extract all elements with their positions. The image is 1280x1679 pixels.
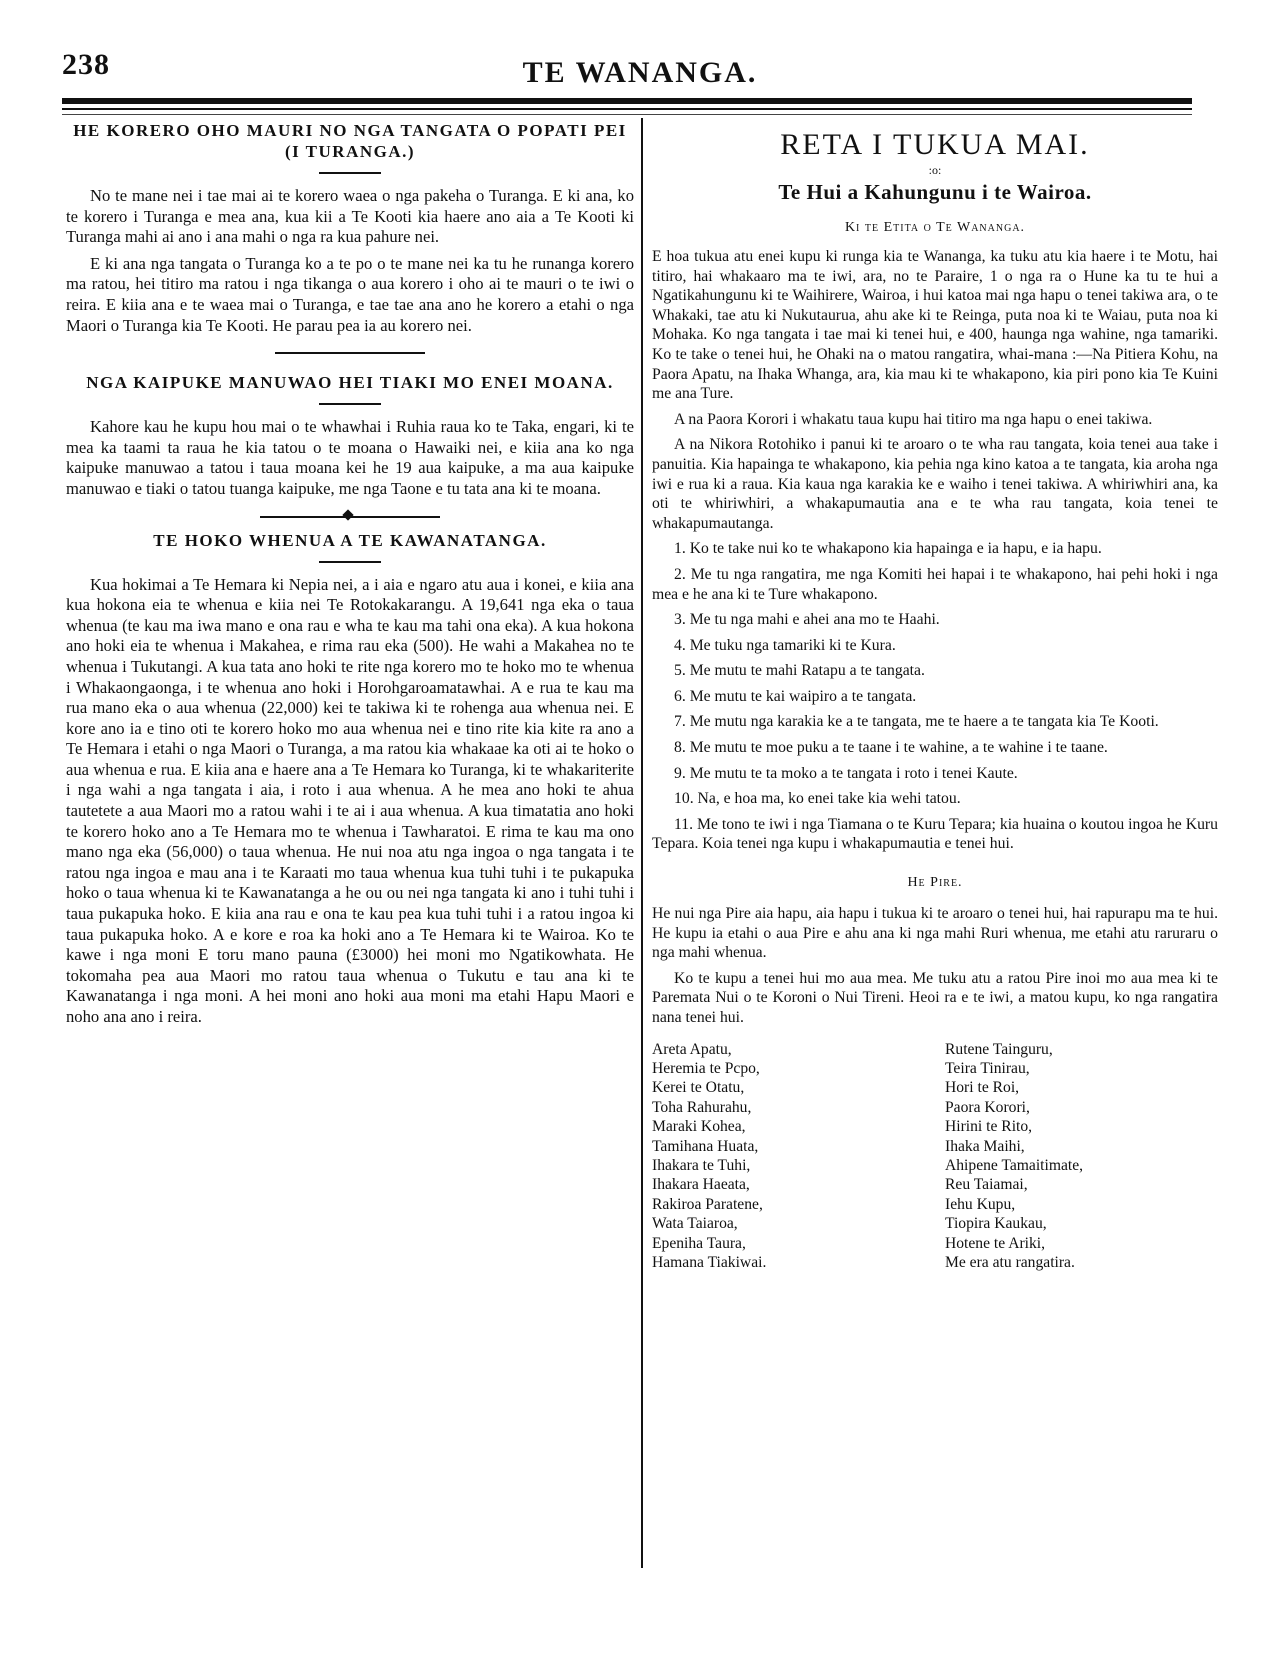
masthead-rule-hairline (62, 114, 1192, 115)
letter-intro: E hoa tukua atu enei kupu ki runga kia te Wananga, ka tuku atu kia haere i te Motu, hai titiro, hai whakaaro ma te iwi, ara, no te Paraire, 1 o nga ra o Hune ka tu te hui a Ngatikahungunu ki te Waihirere, Wairoa, i hui katoa mai nga hapu o tenei takiwa ara, o te Whakaki, tae atu ki Nukutaurua, ahu ake ki te Reinga, puta noa ki te Waiau, puta noa ki Mohaka. Ko nga tangata i tae mai ki tenei hui, e 400, haunga nga wahine, nga tamariki. Ko te take o tenei hui, he Ohaki na o matou rangatira, whai-mana :—Na Pitiera Kohu, na Paora Apatu, na Ihaka Whanga, ara, kia mau ki te whakapono, kia piri pono kia Te Kuini me ana Ture. (652, 248, 1218, 403)
right-column (652, 118, 1218, 1272)
pire-heading: He Pire. (907, 875, 963, 891)
article-heading: TE HOKO WHENUA A TE KAWANATANGA. (153, 530, 547, 550)
page-number: 238 (62, 48, 110, 81)
signatory-name: Reu Taiamai, (945, 1176, 1028, 1194)
signatory-name: Maraki Kohea, (652, 1118, 746, 1136)
signatory-name: Me era atu rangatira. (945, 1254, 1075, 1272)
resolution-list (652, 539, 1218, 854)
article-heading: NGA KAIPUKE MANUWAO HEI TIAKI MO ENEI MOANA. (86, 373, 614, 393)
signatory-name: Iehu Kupu, (945, 1195, 1016, 1213)
signatory-name: Toha Rahurahu, (652, 1098, 752, 1116)
letter-title: RETA I TUKUA MAI. (780, 128, 1090, 161)
signatory-name: Hori te Roi, (945, 1079, 1020, 1097)
heading-rule (319, 403, 381, 405)
signatories (652, 1040, 1218, 1273)
signatory-name: Hirini te Rito, (945, 1118, 1033, 1136)
signatory-name: Ahipene Tamaitimate, (945, 1157, 1084, 1175)
column-divider (641, 118, 643, 1568)
list-item: 1. Ko te take nui ko te whakapono kia hapainga e ia hapu, e ia hapu. (674, 540, 1102, 558)
article-kaipuke-manuwao (66, 372, 634, 499)
article-paragraph: Kua hokimai a Te Hemara ki Nepia nei, a i aia e ngaro atu aua i konei, e kiia ana kua hokona eia te whenua e kiia nei Te Rotokakarangu. A 19,641 nga eka o taua whenua (te kau ma iwa mano e ona rau e wha te kau ma tahi ona eka). A kua hokona ano hoki eia te whenua i Makahea, e rima rau eka (500). He wahi a Makahea no te whenua i Tukutangi. A kua tata ano hoki te rite nga korero mo te hoko mo te whenua i Whakaongaonga, i te whenua ano hoki i Horohgaroamatawhai. A e rua te kau ma rua mano eka o aua whenua (22,000) kei te takiwa ki te rohenga aua whenua nei. E kore ano ia e tino oti te korero hoko mo aua whenua nei e tino rite kia kite ra ano a Te Hemara i etahi o nga Maori o Turanga, a ma ratou kia whakaae ka oti ai te hoko o aua whenua e rua. E kiia ana e haere ana a Te Hemara ko Turanga, ki te whakariterite i nga wahi a nga tangata i aia, i roto i aua whenua. A he mea ano hoki te ahua tautetete a aua Maori mo a ratou wahi i te ai i aua whenua. A kua timatatia ano hoki te korero hoko ano a Te Hemara mo te whenua i Tawharatoi. E rima te kau ma ono mano nga eka (56,000) o taua whenua. He nui noa atu nga ingoa o nga tangata i te ratou nga ingoa e mau ana i te Karaati mo taua whenua kua tuhi tuhi i te pukapuka hoko o taua whenua ki te Kawanatanga a he ou ou nei nga tangata ki ano i tuhi tuhi i taua pukapuka hoko. E kiia ana rau e ona te kau pea kua tuhi tuhi i a ratou ingoa ki taua pukapuka hoko. A e kore e roa ka hoki ano a Te Hemara ki te Wairoa. Ko te kawe i nga moni E toru mano pauna (£3000) hei moni mo Ngatikowhata. He tokomaha pea aua Maori mo ratou taua whenua o Tukutu e tau ana ki te Kawanatanga i nga moni. A hei moni ano hoki aua moni ma etahi Hapu Maori e noho ana ano i reira. (66, 574, 634, 1026)
article-paragraph: Kahore kau he kupu hou mai o te whawhai i Ruhia raua ko te Taka, engari, ki te mea ka taami ta raua he kia tatou o te moana o Hawaiki nei, e kiia ana ko nga kaipuke manuwao a tatou i taua moana kei he 19 aua kaipuke, a ma aua kaipuke manuwao e tiaki o tatou tuanga kaipuke, me nga Taone e tu tata ana ki te moana. (66, 417, 634, 498)
heading-rule (319, 561, 381, 563)
article-heading: HE KORERO OHO MAURI NO NGA TANGATA O POPATI PEI (I TURANGA.) (73, 121, 627, 161)
signatory-name: Hamana Tiakiwai. (652, 1254, 767, 1272)
list-item: 8. Me mutu te moe puku a te taane i te wahine, a te wahine i te taane. (674, 739, 1108, 757)
letter-subtitle: Te Hui a Kahungunu i te Wairoa. (778, 180, 1092, 204)
list-item: 7. Me mutu nga karakia ke a te tangata, me te haere a te tangata kia Te Kooti. (674, 713, 1159, 731)
signatory-name: Paora Korori, (945, 1098, 1030, 1116)
list-item: 11. Me tono te iwi i nga Tiamana o te Kuru Tepara; kia huaina o koutou ingoa he Kuru Tepara. Koia tenei nga kupu i whakapumautia e tenei hui. (652, 815, 1218, 853)
letter-salutation: Ki te Etita o Te Wananga. (844, 220, 1026, 235)
signatories-left (652, 1040, 925, 1273)
list-item: 3. Me tu nga mahi e ahei ana mo te Haahi. (674, 611, 940, 629)
list-item: 2. Me tu nga rangatira, me nga Komiti hei hapai i te whakapono, hai pehi hoki i nga mea e he ana ki te Ture whakapono. (652, 565, 1218, 603)
list-item: 10. Na, e hoa ma, ko enei take kia wehi tatou. (674, 790, 961, 808)
signatory-name: Rutene Tainguru, (945, 1040, 1053, 1058)
section-divider-ornament (260, 516, 440, 518)
signatory-name: Rakiroa Paratene, (652, 1195, 763, 1213)
signatory-name: Heremia te Pcpo, (652, 1060, 760, 1077)
article-hoko-whenua (66, 530, 634, 1028)
section-divider (275, 352, 425, 354)
signatory-name: Hotene te Ariki, (945, 1234, 1046, 1252)
signatory-name: Wata Taiaroa, (652, 1215, 738, 1233)
left-column (66, 118, 634, 1028)
letter-paragraph: A na Nikora Rotohiko i panui ki te aroaro o te wha rau tangata, koia tenei aua take i panuitia. Kia hapainga te whakapono, kia pehia nga kino katoa a te tangata, kia aroha nga iwi e rua ki a raua. Kia kaua nga karakia ke e waiho i tenei takiwa. A whiriwhiri ana, ka oti te whiriwhiri, a whakapumautia ana e te wha rau tangata, koia tenei te whakapumautanga. (652, 436, 1218, 532)
masthead-title: TE WANANGA. (522, 56, 758, 89)
article-paragraph: No te mane nei i tae mai ai te korero waea o nga pakeha o Turanga. E ki ana, ko te korero i Turanga e mea ana, kua kii a Te Kooti kia haere ano aia a Te Kooti ki Turanga mahi ai ano i ana mahi o nga ra kua pahure nei. (66, 186, 634, 247)
signatories-right (925, 1040, 1218, 1273)
title-separator: :o: (928, 163, 942, 177)
masthead-rule-thin (62, 108, 1192, 110)
signatory-name: Areta Apatu, (652, 1040, 732, 1058)
article-paragraph: E ki ana nga tangata o Turanga ko a te po o te mane nei ka tu he runanga korero ma ratou, hei titiro ma ratou i nga tikanga o aua korero i oho ai te mauri o te iwi o reira. E kiia ana e te waea mai o Turanga, e tae tae ana ano he korero a etahi o nga Maori o Turanga kia Te Kooti. He parau pea ia au korero nei. (66, 253, 634, 335)
signatory-name: Teira Tinirau, (945, 1060, 1030, 1077)
signatory-name: Ihaka Maihi, (945, 1137, 1025, 1155)
signatory-name: Tamihana Huata, (652, 1137, 759, 1155)
heading-rule (319, 172, 381, 174)
diamond-ornament-icon (342, 509, 353, 520)
signatory-name: Epeniha Taura, (652, 1234, 746, 1252)
list-item: 9. Me mutu te ta moko a te tangata i roto i tenei Kaute. (674, 764, 1018, 782)
signatory-name: Ihakara Haeata, (652, 1176, 750, 1194)
letter-paragraph: A na Paora Korori i whakatu taua kupu hai titiro ma nga hapu o enei takiwa. (674, 410, 1153, 428)
masthead-rule-thick (62, 98, 1192, 104)
list-item: 5. Me mutu te mahi Ratapu a te tangata. (674, 662, 925, 680)
pire-paragraph: Ko te kupu a tenei hui mo aua mea. Me tuku atu a ratou Pire inoi mo aua mea ki te Paremata Nui o te Koroni o Nui Tireni. Heoi ra e te iwi, a matou kupu, ko nga rangatira nana tenei hui. (652, 969, 1218, 1026)
signatory-name: Kerei te Otatu, (652, 1079, 745, 1097)
list-item: 6. Me mutu te kai waipiro a te tangata. (674, 687, 917, 705)
signatory-name: Tiopira Kaukau, (945, 1215, 1047, 1233)
signatory-name: Ihakara te Tuhi, (652, 1157, 751, 1175)
article-oho-mauri (66, 120, 634, 336)
pire-paragraph: He nui nga Pire aia hapu, aia hapu i tukua ki te aroaro o tenei hui, hai rapurapu ma te hui. He kupu ia etahi o aua Pire e ahu ana ki nga mahi Ruri whenua, me etahi atu raruraru o nga mahi whenua. (652, 905, 1218, 962)
list-item: 4. Me tuku nga tamariki ki te Kura. (674, 636, 896, 654)
